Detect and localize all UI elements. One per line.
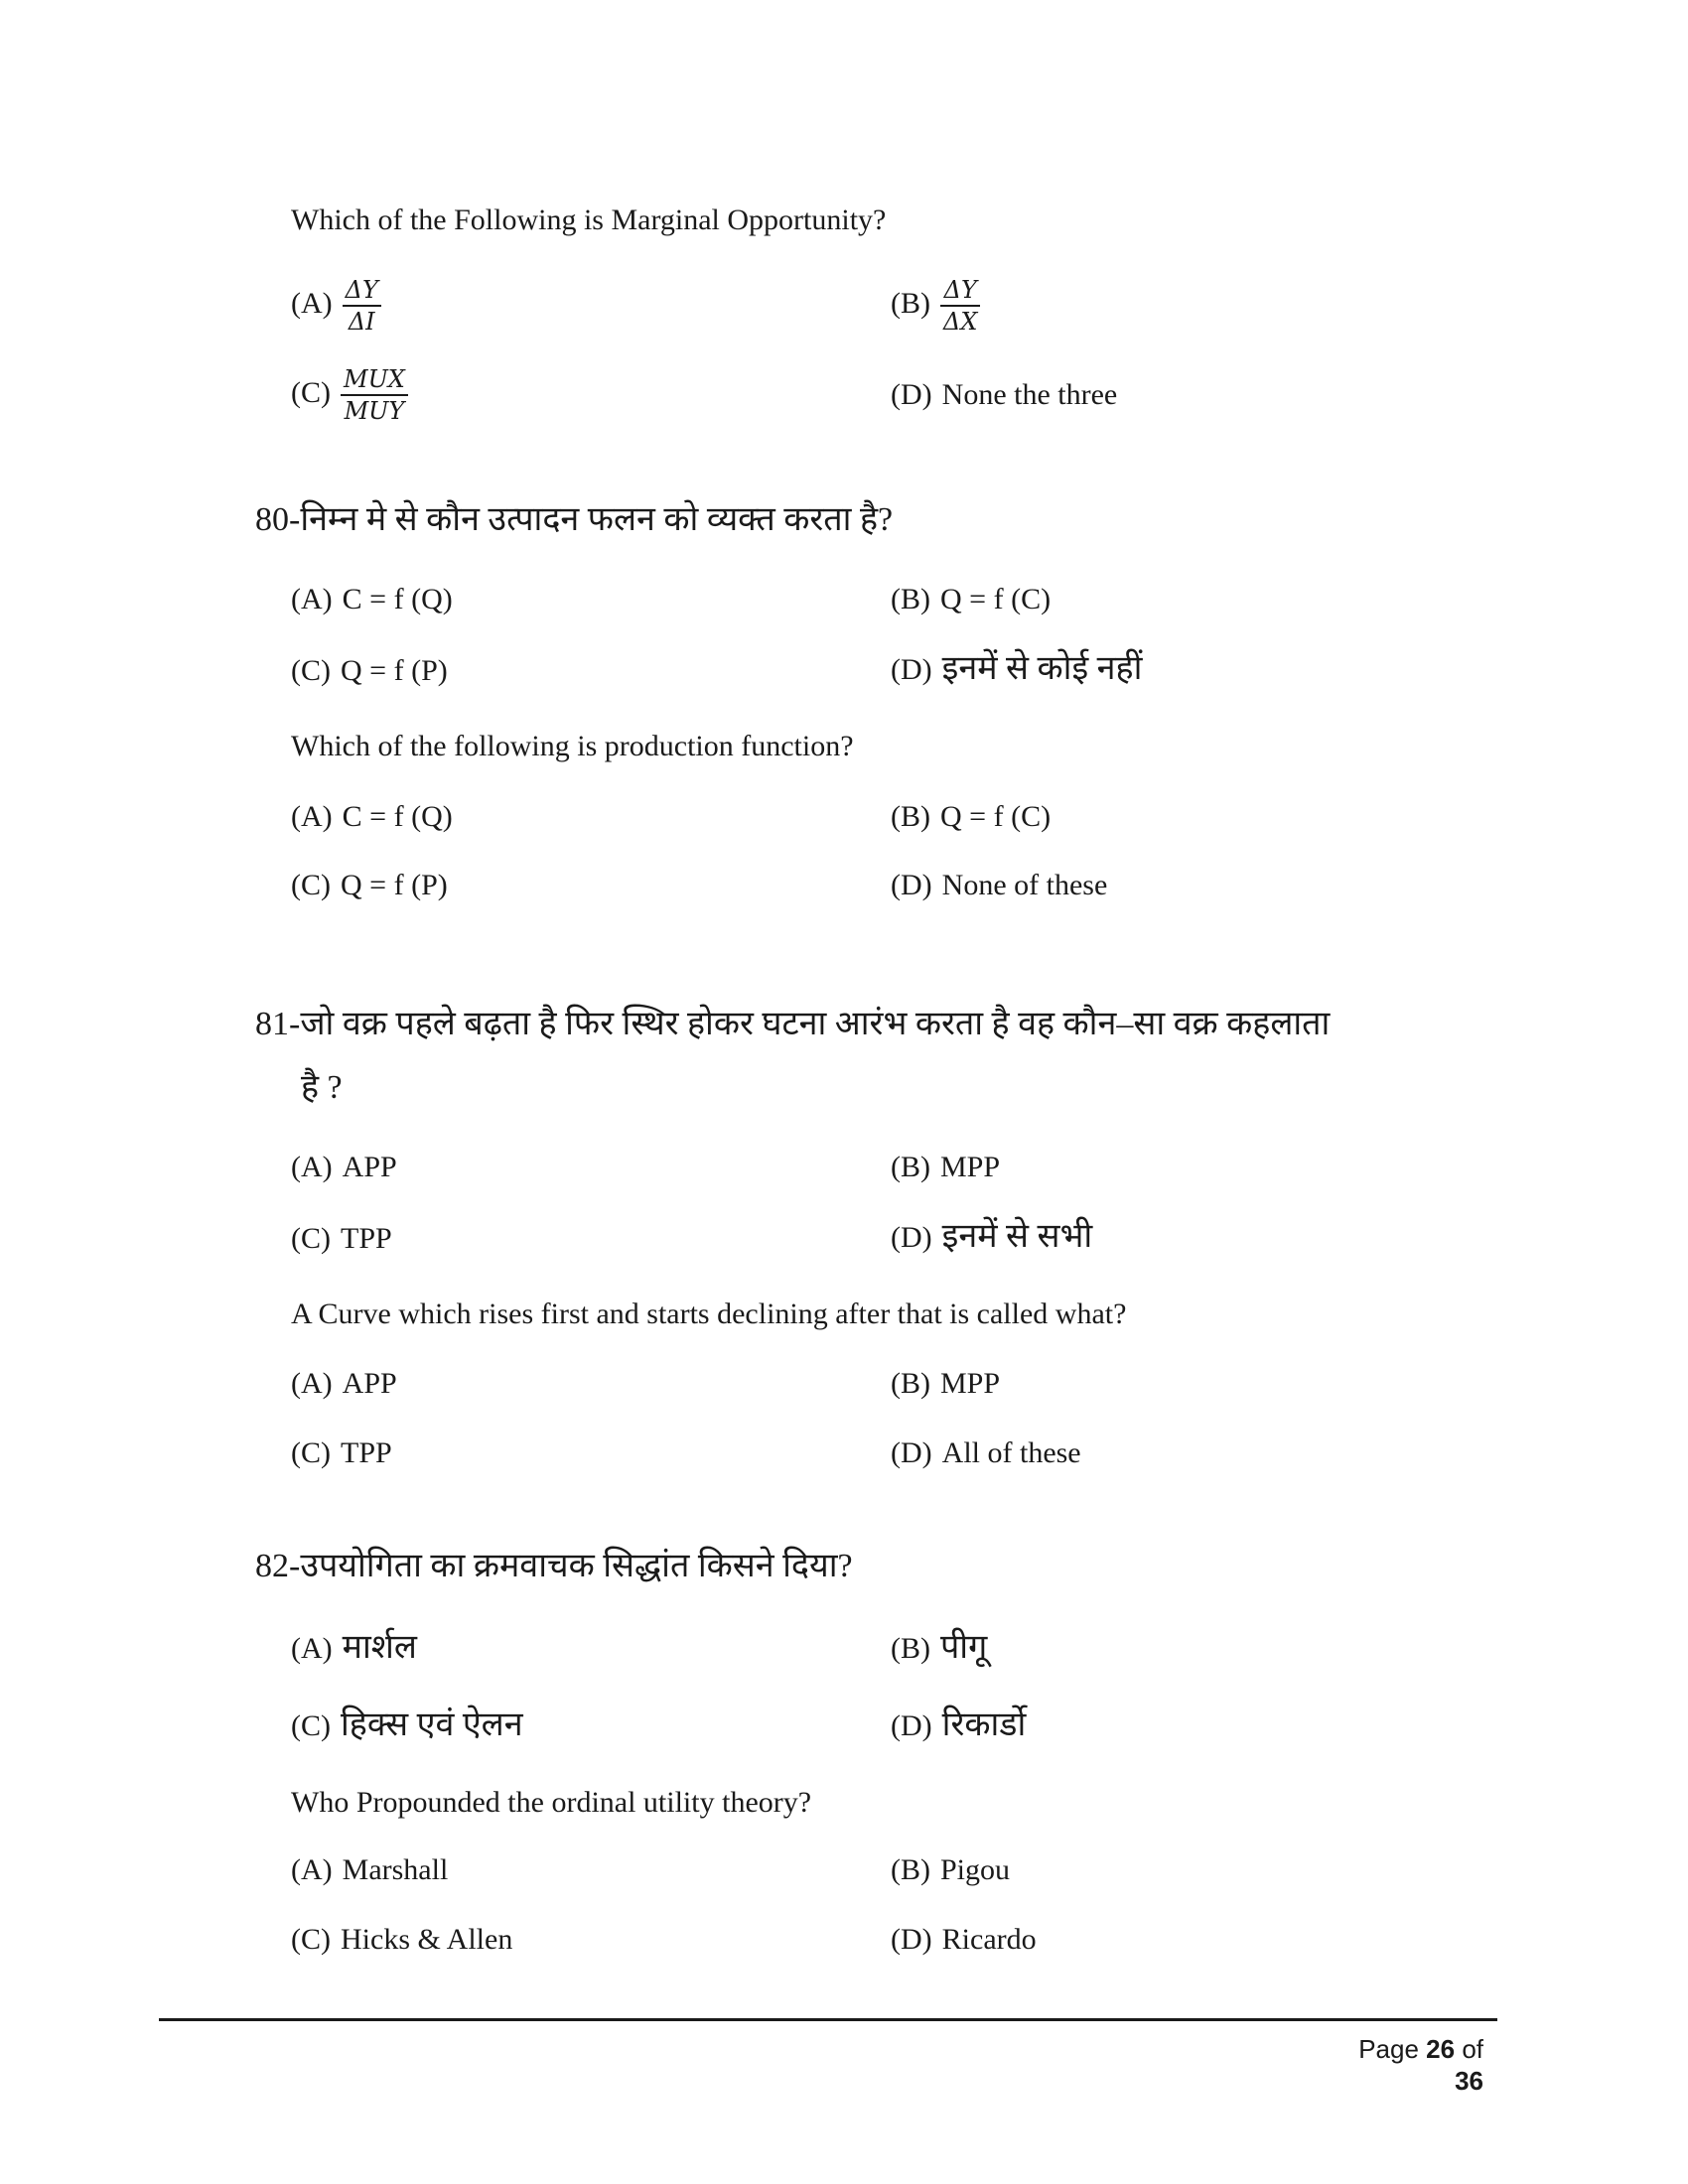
- option: [291, 365, 408, 425]
- option-text: APP: [342, 1367, 397, 1400]
- option: [891, 375, 1117, 415]
- option: [291, 797, 453, 837]
- fraction: [343, 276, 381, 336]
- option-label: (C): [291, 375, 331, 409]
- question-body: निम्न मे से कौन उत्पादन फलन को व्यक्त करता है?: [300, 501, 894, 538]
- option-text: रिकार्डो: [941, 1706, 1027, 1743]
- option: [291, 866, 448, 905]
- question-text: A Curve which rises first and starts declining after that is called what?: [291, 1297, 1127, 1330]
- option-text: Ricardo: [941, 1923, 1037, 1956]
- option: [291, 580, 453, 619]
- option: [291, 1704, 523, 1747]
- option-label: (C): [291, 1222, 331, 1255]
- option-text: All of these: [941, 1436, 1081, 1469]
- question-number: 80-: [255, 501, 301, 538]
- option-text: हिक्स एवं ऐलन: [341, 1706, 523, 1743]
- question-text: Which of the following is production function?: [291, 730, 854, 762]
- fraction: [341, 365, 408, 425]
- option-label: (D): [891, 1221, 932, 1254]
- page-sep: of: [1462, 2034, 1483, 2064]
- option-text: TPP: [341, 1222, 392, 1255]
- option-label: (A): [291, 286, 333, 320]
- option-label: (D): [891, 1436, 932, 1469]
- option-text: TPP: [341, 1436, 392, 1469]
- option: [291, 1219, 392, 1259]
- option-text: MPP: [940, 1151, 1001, 1183]
- option: [891, 1148, 1000, 1187]
- option: [291, 1433, 392, 1473]
- option: [891, 1850, 1010, 1890]
- option-text: इनमें से कोई नहीं: [941, 650, 1143, 687]
- option: [891, 1626, 987, 1670]
- option: [291, 651, 448, 691]
- option: [291, 1364, 397, 1404]
- option-label: (C): [291, 654, 331, 687]
- option-label: (B): [891, 286, 930, 320]
- question-text: Who Propounded the ordinal utility theory?: [291, 1786, 812, 1819]
- page-prefix: Page: [1358, 2034, 1419, 2064]
- option: [891, 1704, 1026, 1747]
- page-number: [1325, 2015, 1483, 2097]
- question-text-hindi: [255, 1545, 853, 1588]
- option: [891, 1364, 1000, 1404]
- fraction-denominator: ΔX: [943, 308, 978, 336]
- option-label: (D): [891, 378, 932, 411]
- option-label: (C): [291, 869, 331, 901]
- option: [291, 276, 381, 336]
- option-text: Hicks & Allen: [341, 1923, 513, 1956]
- option: [291, 1148, 397, 1187]
- option-text: इनमें से सभी: [941, 1218, 1093, 1255]
- option: [891, 276, 980, 336]
- option-label: (C): [291, 1923, 331, 1956]
- option: [891, 797, 1051, 837]
- question-text: Which of the Following is Marginal Opportunity?: [291, 204, 887, 236]
- option-text: APP: [342, 1151, 397, 1183]
- fraction-numerator: MUX: [341, 365, 408, 396]
- question-number: 82-: [255, 1548, 301, 1584]
- option-label: (B): [891, 1853, 930, 1886]
- option-label: (A): [291, 1853, 333, 1886]
- option-label: (A): [291, 583, 333, 615]
- fraction-denominator: MUY: [344, 397, 405, 425]
- option-label: (B): [891, 1367, 930, 1400]
- option-text: Q = f (P): [341, 654, 448, 687]
- option-label: (A): [291, 1367, 333, 1400]
- option-text: MPP: [940, 1367, 1001, 1400]
- option: [891, 580, 1051, 619]
- option-label: (D): [891, 869, 932, 901]
- footer-divider: [159, 2018, 1497, 2021]
- question-text-hindi-continued: है ?: [301, 1069, 343, 1106]
- question-text-hindi: [255, 1003, 1330, 1046]
- fraction-numerator: ΔY: [343, 276, 381, 307]
- option-text: None the three: [941, 378, 1118, 411]
- fraction-numerator: ΔY: [940, 276, 980, 307]
- option: [891, 1920, 1037, 1960]
- option-text: Q = f (C): [940, 583, 1052, 615]
- option-text: Q = f (P): [341, 869, 448, 901]
- option-label: (D): [891, 1709, 932, 1742]
- option: [891, 866, 1107, 905]
- option-text: C = f (Q): [342, 800, 453, 833]
- option-text: पीगू: [940, 1629, 988, 1666]
- option-label: (C): [291, 1436, 331, 1469]
- option-text: मार्शल: [342, 1629, 417, 1666]
- option-label: (D): [891, 653, 932, 686]
- option-label: (A): [291, 1151, 333, 1183]
- option: [291, 1920, 512, 1960]
- option: [891, 1433, 1081, 1473]
- option-label: (B): [891, 1632, 930, 1665]
- option-label: (B): [891, 800, 930, 833]
- option-text: C = f (Q): [342, 583, 453, 615]
- option-text: None of these: [941, 869, 1108, 901]
- option-label: (B): [891, 583, 930, 615]
- option-text: Pigou: [940, 1853, 1011, 1886]
- option-text: Marshall: [342, 1853, 449, 1886]
- option-label: (A): [291, 800, 333, 833]
- option: [291, 1850, 448, 1890]
- fraction: [940, 276, 980, 336]
- question-body: जो वक्र पहले बढ़ता है फिर स्थिर होकर घटना आरंभ करता है वह कौन–सा वक्र कहलाता: [300, 1006, 1331, 1042]
- option: [891, 647, 1142, 691]
- option-label: (A): [291, 1632, 333, 1665]
- option-label: (D): [891, 1923, 932, 1956]
- page-total: 36: [1455, 2066, 1483, 2096]
- option-text: Q = f (C): [940, 800, 1052, 833]
- option: [891, 1215, 1092, 1259]
- question-text-hindi: [255, 498, 893, 542]
- question-number: 81-: [255, 1006, 301, 1042]
- fraction-denominator: ΔI: [348, 308, 375, 336]
- option-label: (B): [891, 1151, 930, 1183]
- page-current: 26: [1426, 2034, 1456, 2064]
- option-label: (C): [291, 1709, 331, 1742]
- option: [291, 1626, 417, 1670]
- question-body: उपयोगिता का क्रमवाचक सिद्धांत किसने दिया?: [300, 1548, 853, 1584]
